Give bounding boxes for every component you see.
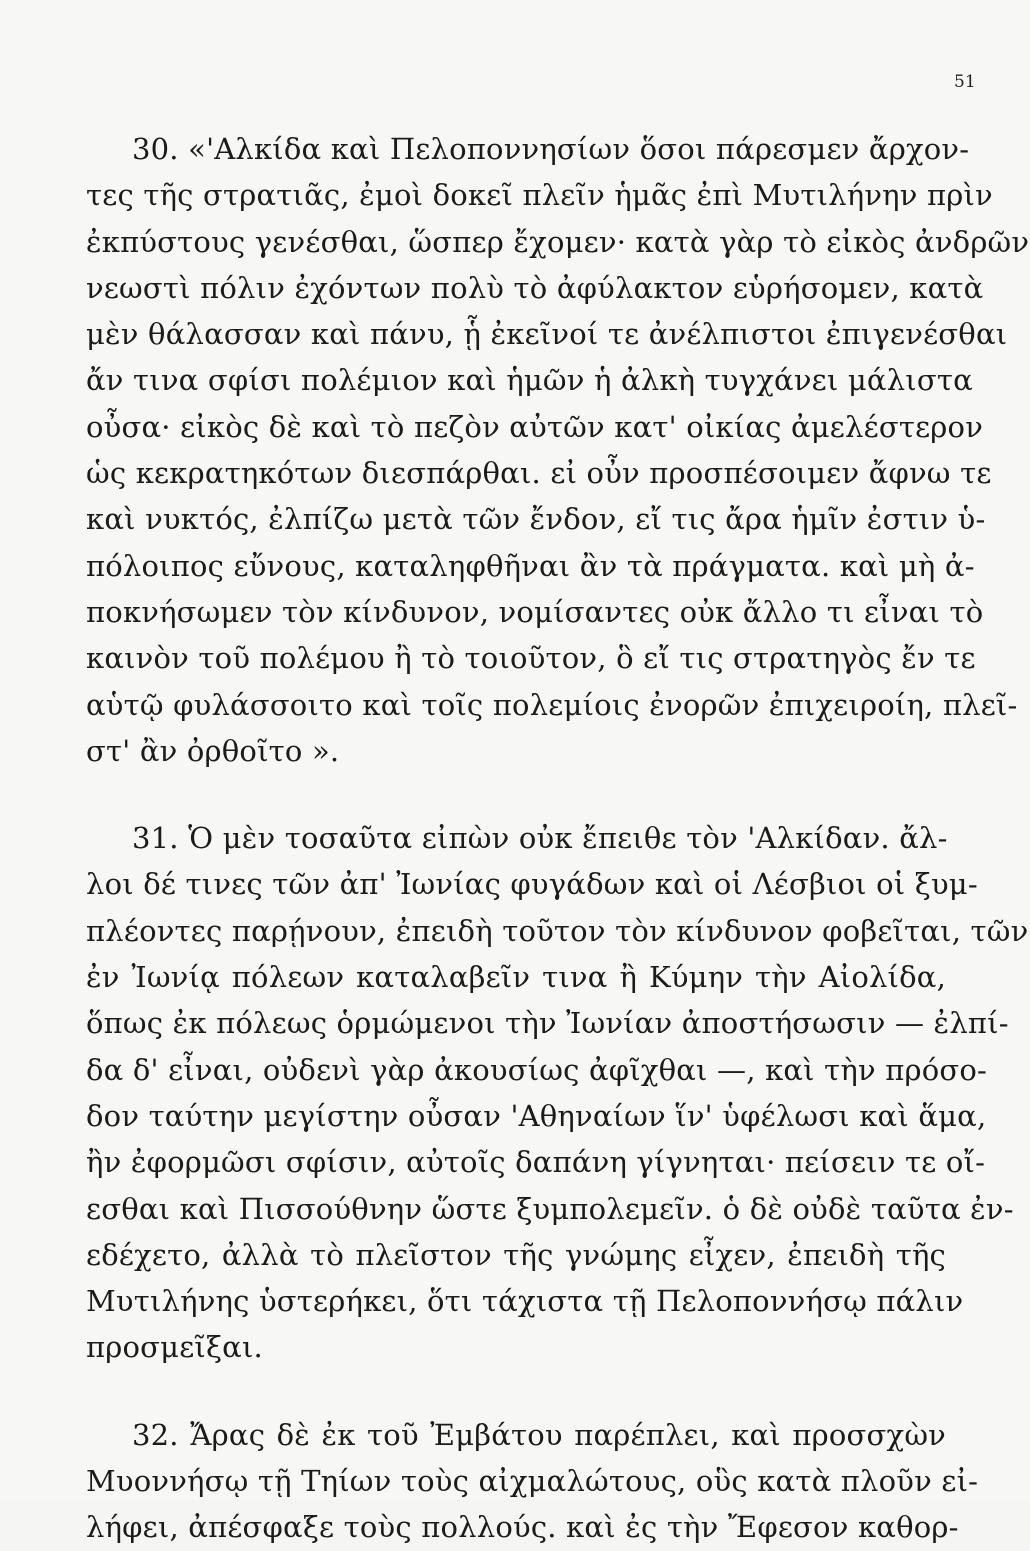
- text-line: Μυτιλήνης ὑστερήκει, ὅτι τάχιστα τῇ Πελοποννήσῳ πάλιν: [86, 1284, 964, 1319]
- text-line: ἐν Ἰωνίᾳ πόλεων καταλαβεῖν τινα ἢ Κύμην τὴν Αἰολίδα,: [86, 960, 946, 995]
- text-line: οὖσα· εἰκὸς δὲ καὶ τὸ πεζὸν αὐτῶν κατ' οἰκίας ἀμελέστερον: [86, 409, 984, 444]
- text-line: Μυοννήσῳ τῇ Τηίων τοὺς αἰχμαλώτους, οὓς κατὰ πλοῦν εἰ-: [86, 1464, 979, 1499]
- paragraph-30: [86, 126, 1030, 774]
- paragraph-gap: [86, 774, 946, 815]
- text-line: εδέχετο, ἀλλὰ τὸ πλεῖστον τῆς γνώμης εἶχεν, ἐπειδὴ τῆς: [86, 1237, 946, 1272]
- text-line: λήφει, ἀπέσφαξε τοὺς πολλούς. καὶ ἐς τὴν Ἔφεσον καθορ-: [86, 1510, 959, 1545]
- text-line: μὲν θάλασσαν καὶ πάνυ, ᾗ ἐκεῖνοί τε ἀνέλπιστοι ἐπιγενέσθαι: [86, 317, 1008, 352]
- paragraph-31: [86, 815, 1029, 1371]
- main-text: [86, 126, 1030, 1551]
- text-line: δον ταύτην μεγίστην οὖσαν 'Αθηναίων ἵν' ὑφέλωσι καὶ ἅμα,: [86, 1098, 987, 1133]
- page-number: 51: [954, 72, 976, 92]
- paragraph-gap: [86, 1371, 946, 1412]
- text-line: ἐκπύστους γενέσθαι, ὥσπερ ἔχομεν· κατὰ γὰρ τὸ εἰκὸς ἀνδρῶν: [86, 224, 1030, 259]
- text-line: ὅπως ἐκ πόλεως ὁρμώμενοι τὴν Ἰωνίαν ἀποστήσωσιν — ἐλπί-: [86, 1006, 1009, 1041]
- text-line: πλέοντες παρῄνουν, ἐπειδὴ τοῦτον τὸν κίνδυνον φοβεῖται, τῶν: [86, 913, 1029, 948]
- text-line: καὶ νυκτός, ἐλπίζω μετὰ τῶν ἔνδον, εἴ τις ἄρα ἡμῖν ἐστιν ὑ-: [86, 502, 986, 537]
- text-line: ποκνήσωμεν τὸν κίνδυνον, νομίσαντες οὐκ ἄλλο τι εἶναι τὸ: [86, 594, 984, 629]
- text-line: τες τῆς στρατιᾶς, ἐμοὶ δοκεῖ πλεῖν ἡμᾶς ἐπὶ Μυτιλήνην πρὶν: [86, 178, 993, 213]
- text-line: ἄν τινα σφίσι πολέμιον καὶ ἡμῶν ἡ ἀλκὴ τυγχάνει μάλιστα: [86, 363, 973, 398]
- text-line: ὡς κεκρατηκότων διεσπάρθαι. εἰ οὖν προσπέσοιμεν ἄφνω τε: [86, 456, 992, 491]
- text-line: προσμεῖξαι.: [86, 1330, 263, 1365]
- text-line: πόλοιπος εὔνους, καταληφθῆναι ἂν τὰ πράγματα. καὶ μὴ ἀ-: [86, 548, 975, 583]
- text-line: καινὸν τοῦ πολέμου ἢ τὸ τοιοῦτον, ὃ εἴ τις στρατηγὸς ἔν τε: [86, 641, 976, 676]
- text-line: στ' ἂν ὀρθοῖτο ».: [86, 733, 340, 768]
- text-line: αὑτῷ φυλάσσοιτο καὶ τοῖς πολεμίοις ἐνορῶν ἐπιχειροίη, πλεῖ-: [86, 687, 1018, 722]
- text-line: λοι δέ τινες τῶν ἀπ' Ἰωνίας φυγάδων καὶ οἱ Λέσβιοι οἱ ξυμ-: [86, 867, 978, 902]
- text-line: ἢν ἐφορμῶσι σφίσιν, αὐτοῖς δαπάνη γίγνηται· πείσειν τε οἴ-: [86, 1145, 986, 1180]
- text-line: νεωστὶ πόλιν ἐχόντων πολὺ τὸ ἀφύλακτον εὑρήσομεν, κατὰ: [86, 270, 984, 305]
- text-line: 31. Ὁ μὲν τοσαῦτα εἰπὼν οὐκ ἔπειθε τὸν 'Αλκίδαν. ἄλ-: [132, 821, 948, 856]
- text-line: εσθαι καὶ Πισσούθνην ὥστε ξυμπολεμεῖν. ὁ δὲ οὐδὲ ταῦτα ἐν-: [86, 1191, 1014, 1226]
- text-line: 32. Ἄρας δὲ ἐκ τοῦ Ἐμβάτου παρέπλει, καὶ προσσχὼν: [132, 1417, 946, 1452]
- text-line: δα δ' εἶναι, οὐδενὶ γὰρ ἀκουσίως ἀφῖχθαι —, καὶ τὴν πρόσο-: [86, 1052, 988, 1087]
- paragraph-32: [86, 1412, 979, 1551]
- text-line: 30. «'Αλκίδα καὶ Πελοποννησίων ὅσοι πάρεσμεν ἄρχον-: [132, 132, 970, 166]
